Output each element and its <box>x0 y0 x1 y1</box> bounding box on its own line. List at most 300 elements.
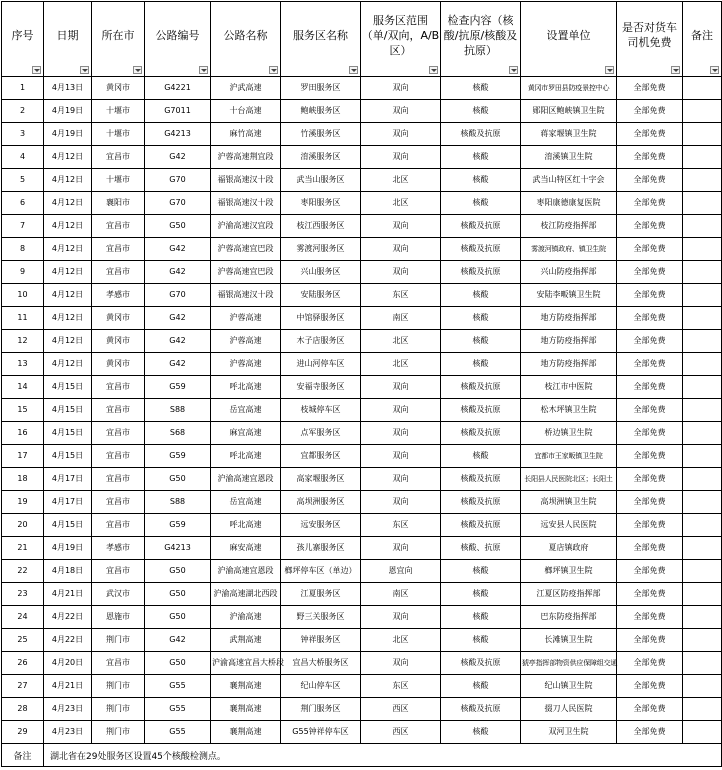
cell-scope[interactable]: 北区 <box>361 353 441 376</box>
cell-road-code[interactable]: G42 <box>145 238 211 261</box>
cell-scope[interactable]: 双向 <box>361 537 441 560</box>
cell-index[interactable]: 1 <box>2 77 44 100</box>
cell-organizer[interactable]: 淯溪镇卫生院 <box>521 146 617 169</box>
cell-city[interactable]: 宜昌市 <box>92 422 145 445</box>
cell-city[interactable]: 宜昌市 <box>92 238 145 261</box>
cell-scope[interactable]: 双向 <box>361 445 441 468</box>
filter-dropdown-icon[interactable] <box>710 66 719 74</box>
cell-service-area[interactable]: 高坝洲服务区 <box>281 491 361 514</box>
cell-scope[interactable]: 恩宜向 <box>361 560 441 583</box>
cell-service-area[interactable]: 宜都服务区 <box>281 445 361 468</box>
cell-remarks[interactable] <box>683 721 722 744</box>
cell-date[interactable]: 4月12日 <box>44 353 92 376</box>
cell-index[interactable]: 12 <box>2 330 44 353</box>
cell-date[interactable]: 4月19日 <box>44 123 92 146</box>
cell-index[interactable]: 4 <box>2 146 44 169</box>
cell-date[interactable]: 4月20日 <box>44 652 92 675</box>
cell-service-area[interactable]: 中馆驿服务区 <box>281 307 361 330</box>
cell-city[interactable]: 襄阳市 <box>92 192 145 215</box>
cell-road-code[interactable]: G42 <box>145 330 211 353</box>
cell-service-area[interactable]: 孩儿寨服务区 <box>281 537 361 560</box>
cell-road-code[interactable]: G70 <box>145 169 211 192</box>
cell-service-area[interactable]: 武当山服务区 <box>281 169 361 192</box>
cell-date[interactable]: 4月15日 <box>44 514 92 537</box>
cell-scope[interactable]: 北区 <box>361 169 441 192</box>
cell-service-area[interactable]: 野三关服务区 <box>281 606 361 629</box>
cell-service-area[interactable]: 安福寺服务区 <box>281 376 361 399</box>
cell-road-name[interactable]: 麻竹高速 <box>211 123 281 146</box>
cell-organizer[interactable]: 巴东防疫指挥部 <box>521 606 617 629</box>
cell-road-code[interactable]: G55 <box>145 721 211 744</box>
cell-organizer[interactable]: 远安县人民医院 <box>521 514 617 537</box>
filter-dropdown-icon[interactable] <box>509 66 518 74</box>
cell-service-area[interactable]: 安陆服务区 <box>281 284 361 307</box>
cell-service-area[interactable]: G55钟祥停车区 <box>281 721 361 744</box>
cell-organizer[interactable]: 宜都市王家畈镇卫生院 <box>521 445 617 468</box>
cell-scope[interactable]: 西区 <box>361 698 441 721</box>
cell-free[interactable]: 全部免费 <box>617 537 683 560</box>
cell-road-name[interactable]: 沪渝高速宜昌大桥段 <box>211 652 281 675</box>
cell-date[interactable]: 4月19日 <box>44 100 92 123</box>
cell-organizer[interactable]: 双河卫生院 <box>521 721 617 744</box>
cell-index[interactable]: 27 <box>2 675 44 698</box>
cell-free[interactable]: 全部免费 <box>617 353 683 376</box>
cell-index[interactable]: 14 <box>2 376 44 399</box>
cell-index[interactable]: 7 <box>2 215 44 238</box>
cell-test-type[interactable]: 核酸 <box>441 629 521 652</box>
cell-index[interactable]: 5 <box>2 169 44 192</box>
cell-scope[interactable]: 双向 <box>361 261 441 284</box>
cell-organizer[interactable]: 郧阳区鲍峡镇卫生院 <box>521 100 617 123</box>
cell-scope[interactable]: 双向 <box>361 468 441 491</box>
cell-test-type[interactable]: 核酸及抗原 <box>441 215 521 238</box>
cell-remarks[interactable] <box>683 560 722 583</box>
cell-free[interactable]: 全部免费 <box>617 468 683 491</box>
cell-index[interactable]: 17 <box>2 445 44 468</box>
cell-city[interactable]: 孝感市 <box>92 537 145 560</box>
cell-test-type[interactable]: 核酸、抗原 <box>441 537 521 560</box>
cell-road-code[interactable]: G50 <box>145 652 211 675</box>
cell-road-code[interactable]: G42 <box>145 629 211 652</box>
cell-service-area[interactable]: 钟祥服务区 <box>281 629 361 652</box>
cell-remarks[interactable] <box>683 583 722 606</box>
cell-road-name[interactable]: 沪武高速 <box>211 77 281 100</box>
cell-road-code[interactable]: G50 <box>145 606 211 629</box>
cell-service-area[interactable]: 纪山停车区 <box>281 675 361 698</box>
cell-index[interactable]: 26 <box>2 652 44 675</box>
cell-date[interactable]: 4月23日 <box>44 721 92 744</box>
filter-dropdown-icon[interactable] <box>199 66 208 74</box>
cell-free[interactable]: 全部免费 <box>617 77 683 100</box>
cell-organizer[interactable]: 江夏区防疫指挥部 <box>521 583 617 606</box>
cell-scope[interactable]: 双向 <box>361 422 441 445</box>
cell-test-type[interactable]: 核酸 <box>441 100 521 123</box>
cell-date[interactable]: 4月15日 <box>44 445 92 468</box>
cell-service-area[interactable]: 鲍峡服务区 <box>281 100 361 123</box>
cell-road-name[interactable]: 沪渝高速湖北西段 <box>211 583 281 606</box>
cell-organizer[interactable]: 地方防疫指挥部 <box>521 307 617 330</box>
cell-test-type[interactable]: 核酸 <box>441 192 521 215</box>
cell-test-type[interactable]: 核酸及抗原 <box>441 514 521 537</box>
cell-test-type[interactable]: 核酸及抗原 <box>441 123 521 146</box>
cell-remarks[interactable] <box>683 192 722 215</box>
cell-service-area[interactable]: 罗田服务区 <box>281 77 361 100</box>
cell-scope[interactable]: 北区 <box>361 330 441 353</box>
cell-road-code[interactable]: G42 <box>145 353 211 376</box>
cell-date[interactable]: 4月12日 <box>44 307 92 330</box>
cell-city[interactable]: 宜昌市 <box>92 491 145 514</box>
cell-index[interactable]: 6 <box>2 192 44 215</box>
cell-road-code[interactable]: G42 <box>145 261 211 284</box>
cell-road-name[interactable]: 沪渝高速宜恩段 <box>211 560 281 583</box>
cell-free[interactable]: 全部免费 <box>617 721 683 744</box>
cell-date[interactable]: 4月17日 <box>44 491 92 514</box>
cell-city[interactable]: 宜昌市 <box>92 261 145 284</box>
cell-scope[interactable]: 双向 <box>361 399 441 422</box>
cell-index[interactable]: 3 <box>2 123 44 146</box>
cell-remarks[interactable] <box>683 606 722 629</box>
cell-index[interactable]: 18 <box>2 468 44 491</box>
cell-organizer[interactable]: 地方防疫指挥部 <box>521 330 617 353</box>
cell-test-type[interactable]: 核酸及抗原 <box>441 422 521 445</box>
cell-road-code[interactable]: G50 <box>145 560 211 583</box>
cell-test-type[interactable]: 核酸 <box>441 77 521 100</box>
cell-road-code[interactable]: G59 <box>145 376 211 399</box>
cell-service-area[interactable]: 点军服务区 <box>281 422 361 445</box>
cell-free[interactable]: 全部免费 <box>617 698 683 721</box>
cell-remarks[interactable] <box>683 514 722 537</box>
cell-free[interactable]: 全部免费 <box>617 238 683 261</box>
cell-remarks[interactable] <box>683 169 722 192</box>
cell-city[interactable]: 荆门市 <box>92 721 145 744</box>
cell-road-name[interactable]: 呼北高速 <box>211 514 281 537</box>
cell-remarks[interactable] <box>683 675 722 698</box>
filter-dropdown-icon[interactable] <box>671 66 680 74</box>
cell-organizer[interactable]: 黄冈市罗田县防疫景控中心 <box>521 77 617 100</box>
cell-date[interactable]: 4月15日 <box>44 422 92 445</box>
cell-road-name[interactable]: 福银高速汉十段 <box>211 284 281 307</box>
cell-service-area[interactable]: 榔坪停车区（单边） <box>281 560 361 583</box>
cell-road-code[interactable]: G70 <box>145 192 211 215</box>
cell-free[interactable]: 全部免费 <box>617 215 683 238</box>
cell-city[interactable]: 武汉市 <box>92 583 145 606</box>
cell-remarks[interactable] <box>683 123 722 146</box>
cell-scope[interactable]: 西区 <box>361 721 441 744</box>
cell-organizer[interactable]: 雾渡河镇政府、镇卫生院 <box>521 238 617 261</box>
cell-index[interactable]: 11 <box>2 307 44 330</box>
cell-scope[interactable]: 双向 <box>361 77 441 100</box>
cell-city[interactable]: 宜昌市 <box>92 445 145 468</box>
cell-organizer[interactable]: 地方防疫指挥部 <box>521 353 617 376</box>
cell-road-name[interactable]: 沪渝高速汉宜段 <box>211 215 281 238</box>
cell-city[interactable]: 宜昌市 <box>92 146 145 169</box>
cell-city[interactable]: 黄冈市 <box>92 307 145 330</box>
cell-index[interactable]: 16 <box>2 422 44 445</box>
cell-remarks[interactable] <box>683 330 722 353</box>
cell-road-code[interactable]: G59 <box>145 445 211 468</box>
cell-road-code[interactable]: S88 <box>145 491 211 514</box>
cell-organizer[interactable]: 武当山特区红十字会 <box>521 169 617 192</box>
cell-index[interactable]: 13 <box>2 353 44 376</box>
cell-road-name[interactable]: 沪蓉高速荆宜段 <box>211 146 281 169</box>
cell-scope[interactable]: 双向 <box>361 100 441 123</box>
cell-city[interactable]: 荆门市 <box>92 629 145 652</box>
cell-index[interactable]: 8 <box>2 238 44 261</box>
cell-date[interactable]: 4月22日 <box>44 629 92 652</box>
cell-free[interactable]: 全部免费 <box>617 514 683 537</box>
cell-service-area[interactable]: 枝江西服务区 <box>281 215 361 238</box>
cell-free[interactable]: 全部免费 <box>617 422 683 445</box>
cell-road-name[interactable]: 麻安高速 <box>211 537 281 560</box>
cell-index[interactable]: 19 <box>2 491 44 514</box>
cell-organizer[interactable]: 掇刀人民医院 <box>521 698 617 721</box>
cell-test-type[interactable]: 核酸 <box>441 307 521 330</box>
cell-organizer[interactable]: 兴山防疫指挥部 <box>521 261 617 284</box>
cell-city[interactable]: 宜昌市 <box>92 376 145 399</box>
cell-city[interactable]: 荆门市 <box>92 698 145 721</box>
cell-free[interactable]: 全部免费 <box>617 399 683 422</box>
cell-remarks[interactable] <box>683 146 722 169</box>
cell-service-area[interactable]: 枣阳服务区 <box>281 192 361 215</box>
cell-city[interactable]: 黄冈市 <box>92 330 145 353</box>
cell-road-name[interactable]: 沪蓉高速 <box>211 330 281 353</box>
cell-road-name[interactable]: 呼北高速 <box>211 445 281 468</box>
filter-dropdown-icon[interactable] <box>605 66 614 74</box>
cell-free[interactable]: 全部免费 <box>617 307 683 330</box>
cell-service-area[interactable]: 兴山服务区 <box>281 261 361 284</box>
cell-scope[interactable]: 双向 <box>361 652 441 675</box>
cell-city[interactable]: 十堰市 <box>92 123 145 146</box>
cell-free[interactable]: 全部免费 <box>617 284 683 307</box>
filter-dropdown-icon[interactable] <box>133 66 142 74</box>
cell-remarks[interactable] <box>683 307 722 330</box>
cell-test-type[interactable]: 核酸及抗原 <box>441 652 521 675</box>
cell-remarks[interactable] <box>683 100 722 123</box>
cell-road-code[interactable]: G50 <box>145 468 211 491</box>
cell-free[interactable]: 全部免费 <box>617 652 683 675</box>
cell-road-code[interactable]: G55 <box>145 698 211 721</box>
cell-test-type[interactable]: 核酸 <box>441 330 521 353</box>
cell-test-type[interactable]: 核酸及抗原 <box>441 238 521 261</box>
filter-dropdown-icon[interactable] <box>349 66 358 74</box>
cell-road-code[interactable]: G42 <box>145 307 211 330</box>
cell-remarks[interactable] <box>683 468 722 491</box>
cell-remarks[interactable] <box>683 399 722 422</box>
cell-road-name[interactable]: 十台高速 <box>211 100 281 123</box>
cell-road-code[interactable]: G4213 <box>145 123 211 146</box>
cell-date[interactable]: 4月21日 <box>44 675 92 698</box>
cell-service-area[interactable]: 淯溪服务区 <box>281 146 361 169</box>
cell-remarks[interactable] <box>683 77 722 100</box>
cell-organizer[interactable]: 枣阳康德康复医院 <box>521 192 617 215</box>
cell-city[interactable]: 宜昌市 <box>92 514 145 537</box>
cell-date[interactable]: 4月12日 <box>44 330 92 353</box>
cell-city[interactable]: 孝感市 <box>92 284 145 307</box>
cell-free[interactable]: 全部免费 <box>617 629 683 652</box>
cell-test-type[interactable]: 核酸 <box>441 721 521 744</box>
cell-index[interactable]: 23 <box>2 583 44 606</box>
cell-test-type[interactable]: 核酸 <box>441 606 521 629</box>
cell-remarks[interactable] <box>683 698 722 721</box>
cell-remarks[interactable] <box>683 491 722 514</box>
cell-index[interactable]: 2 <box>2 100 44 123</box>
cell-date[interactable]: 4月15日 <box>44 376 92 399</box>
cell-service-area[interactable]: 远安服务区 <box>281 514 361 537</box>
filter-dropdown-icon[interactable] <box>32 66 41 74</box>
cell-scope[interactable]: 南区 <box>361 307 441 330</box>
cell-city[interactable]: 黄冈市 <box>92 353 145 376</box>
cell-road-code[interactable]: G59 <box>145 514 211 537</box>
cell-road-name[interactable]: 麻宜高速 <box>211 422 281 445</box>
cell-road-code[interactable]: G50 <box>145 583 211 606</box>
cell-service-area[interactable]: 宜昌大桥服务区 <box>281 652 361 675</box>
cell-city[interactable]: 宜昌市 <box>92 652 145 675</box>
cell-organizer[interactable]: 长滩镇卫生院 <box>521 629 617 652</box>
cell-scope[interactable]: 东区 <box>361 514 441 537</box>
cell-road-name[interactable]: 福银高速汉十段 <box>211 169 281 192</box>
filter-dropdown-icon[interactable] <box>269 66 278 74</box>
filter-dropdown-icon[interactable] <box>80 66 89 74</box>
cell-test-type[interactable]: 核酸及抗原 <box>441 261 521 284</box>
cell-road-code[interactable]: G7011 <box>145 100 211 123</box>
cell-free[interactable]: 全部免费 <box>617 123 683 146</box>
cell-scope[interactable]: 双向 <box>361 491 441 514</box>
cell-organizer[interactable]: 枝江市中医院 <box>521 376 617 399</box>
cell-free[interactable]: 全部免费 <box>617 583 683 606</box>
cell-scope[interactable]: 双向 <box>361 146 441 169</box>
cell-road-name[interactable]: 襄荆高速 <box>211 721 281 744</box>
cell-service-area[interactable]: 枝城停车区 <box>281 399 361 422</box>
cell-road-code[interactable]: S88 <box>145 399 211 422</box>
cell-city[interactable]: 恩施市 <box>92 606 145 629</box>
cell-free[interactable]: 全部免费 <box>617 192 683 215</box>
cell-road-code[interactable]: S68 <box>145 422 211 445</box>
cell-test-type[interactable]: 核酸 <box>441 445 521 468</box>
cell-road-name[interactable]: 武荆高速 <box>211 629 281 652</box>
cell-date[interactable]: 4月13日 <box>44 77 92 100</box>
cell-organizer[interactable]: 枝江防疫指挥部 <box>521 215 617 238</box>
cell-remarks[interactable] <box>683 445 722 468</box>
cell-scope[interactable]: 北区 <box>361 629 441 652</box>
cell-road-name[interactable]: 沪蓉高速宜巴段 <box>211 261 281 284</box>
cell-free[interactable]: 全部免费 <box>617 261 683 284</box>
cell-scope[interactable]: 东区 <box>361 284 441 307</box>
cell-road-name[interactable]: 沪蓉高速 <box>211 307 281 330</box>
cell-date[interactable]: 4月12日 <box>44 146 92 169</box>
cell-city[interactable]: 十堰市 <box>92 100 145 123</box>
cell-city[interactable]: 宜昌市 <box>92 468 145 491</box>
cell-city[interactable]: 宜昌市 <box>92 215 145 238</box>
cell-organizer[interactable]: 松木坪镇卫生院 <box>521 399 617 422</box>
cell-free[interactable]: 全部免费 <box>617 330 683 353</box>
cell-city[interactable]: 黄冈市 <box>92 77 145 100</box>
cell-organizer[interactable]: 长阳县人民医院北区；长阳土 <box>521 468 617 491</box>
cell-road-name[interactable]: 岳宜高速 <box>211 491 281 514</box>
cell-scope[interactable]: 双向 <box>361 215 441 238</box>
cell-organizer[interactable]: 安陆李畈镇卫生院 <box>521 284 617 307</box>
cell-scope[interactable]: 北区 <box>361 192 441 215</box>
cell-free[interactable]: 全部免费 <box>617 675 683 698</box>
cell-scope[interactable]: 双向 <box>361 606 441 629</box>
cell-road-code[interactable]: G4221 <box>145 77 211 100</box>
cell-index[interactable]: 28 <box>2 698 44 721</box>
cell-organizer[interactable]: 纪山镇卫生院 <box>521 675 617 698</box>
cell-remarks[interactable] <box>683 376 722 399</box>
cell-organizer[interactable]: 猇亭指挥部物资供应保障组交通 <box>521 652 617 675</box>
cell-index[interactable]: 20 <box>2 514 44 537</box>
cell-test-type[interactable]: 核酸 <box>441 583 521 606</box>
cell-road-code[interactable]: G42 <box>145 146 211 169</box>
cell-free[interactable]: 全部免费 <box>617 100 683 123</box>
cell-index[interactable]: 15 <box>2 399 44 422</box>
cell-free[interactable]: 全部免费 <box>617 560 683 583</box>
cell-remarks[interactable] <box>683 238 722 261</box>
cell-date[interactable]: 4月12日 <box>44 261 92 284</box>
cell-date[interactable]: 4月23日 <box>44 698 92 721</box>
cell-date[interactable]: 4月12日 <box>44 215 92 238</box>
cell-index[interactable]: 10 <box>2 284 44 307</box>
cell-road-code[interactable]: G4213 <box>145 537 211 560</box>
cell-index[interactable]: 21 <box>2 537 44 560</box>
cell-organizer[interactable]: 桥边镇卫生院 <box>521 422 617 445</box>
cell-organizer[interactable]: 夏店镇政府 <box>521 537 617 560</box>
cell-road-name[interactable]: 呼北高速 <box>211 376 281 399</box>
cell-service-area[interactable]: 荆门服务区 <box>281 698 361 721</box>
cell-city[interactable]: 荆门市 <box>92 675 145 698</box>
cell-service-area[interactable]: 竹溪服务区 <box>281 123 361 146</box>
cell-test-type[interactable]: 核酸 <box>441 284 521 307</box>
cell-city[interactable]: 宜昌市 <box>92 560 145 583</box>
cell-index[interactable]: 25 <box>2 629 44 652</box>
cell-service-area[interactable]: 雾渡河服务区 <box>281 238 361 261</box>
cell-free[interactable]: 全部免费 <box>617 146 683 169</box>
cell-road-code[interactable]: G50 <box>145 215 211 238</box>
cell-index[interactable]: 9 <box>2 261 44 284</box>
cell-free[interactable]: 全部免费 <box>617 491 683 514</box>
cell-road-name[interactable]: 沪蓉高速宜巴段 <box>211 238 281 261</box>
cell-remarks[interactable] <box>683 215 722 238</box>
cell-service-area[interactable]: 进山河停车区 <box>281 353 361 376</box>
cell-remarks[interactable] <box>683 261 722 284</box>
cell-date[interactable]: 4月12日 <box>44 192 92 215</box>
cell-organizer[interactable]: 高坝洲镇卫生院 <box>521 491 617 514</box>
cell-road-name[interactable]: 沪渝高速宜恩段 <box>211 468 281 491</box>
cell-date[interactable]: 4月18日 <box>44 560 92 583</box>
cell-test-type[interactable]: 核酸及抗原 <box>441 491 521 514</box>
cell-remarks[interactable] <box>683 353 722 376</box>
cell-date[interactable]: 4月12日 <box>44 238 92 261</box>
cell-scope[interactable]: 南区 <box>361 583 441 606</box>
cell-remarks[interactable] <box>683 629 722 652</box>
cell-scope[interactable]: 双向 <box>361 238 441 261</box>
cell-index[interactable]: 29 <box>2 721 44 744</box>
cell-road-name[interactable]: 沪蓉高速 <box>211 353 281 376</box>
cell-service-area[interactable]: 江夏服务区 <box>281 583 361 606</box>
cell-date[interactable]: 4月17日 <box>44 468 92 491</box>
cell-date[interactable]: 4月21日 <box>44 583 92 606</box>
cell-date[interactable]: 4月19日 <box>44 537 92 560</box>
cell-date[interactable]: 4月12日 <box>44 284 92 307</box>
cell-date[interactable]: 4月15日 <box>44 399 92 422</box>
cell-road-name[interactable]: 沪渝高速 <box>211 606 281 629</box>
cell-city[interactable]: 十堰市 <box>92 169 145 192</box>
cell-road-name[interactable]: 襄荆高速 <box>211 698 281 721</box>
cell-test-type[interactable]: 核酸 <box>441 353 521 376</box>
cell-remarks[interactable] <box>683 652 722 675</box>
cell-service-area[interactable]: 高家堰服务区 <box>281 468 361 491</box>
cell-index[interactable]: 22 <box>2 560 44 583</box>
cell-date[interactable]: 4月12日 <box>44 169 92 192</box>
